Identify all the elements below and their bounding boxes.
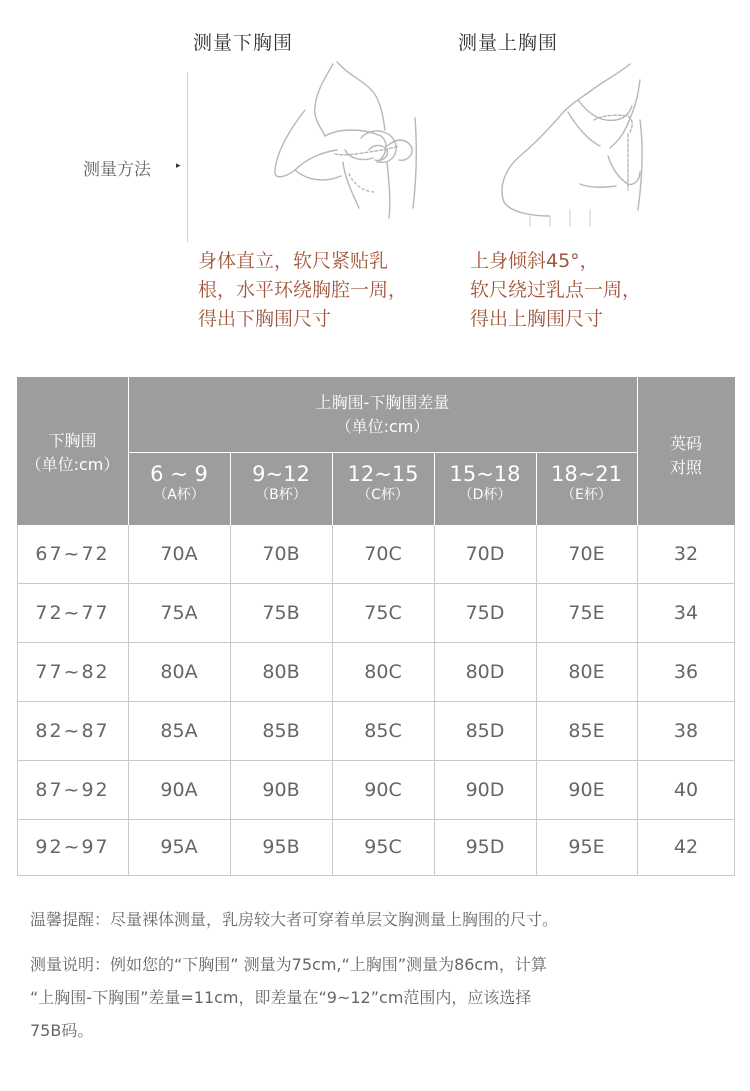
size-cell: 90D [465,778,505,801]
cup-label: （C杯） [357,487,409,503]
over-desc-line-3: 得出上胸围尺寸 [470,308,604,330]
size-cell: 95B [262,836,300,858]
band-header-line-1: 下胸围 [48,431,97,450]
band-cell: 67~72 [35,543,110,565]
over-desc-line-2: 软尺绕过乳点一周， [470,279,642,301]
size-cell: 75A [160,601,198,624]
arrow-right-icon: ▸ [176,161,181,171]
size-cell: 75B [262,601,300,624]
size-cell: 70B [262,543,300,565]
explain-line-2: “上胸围-下胸围”差量=11cm，即差量在“9~12”cm范围内，应该选择 [30,988,532,1007]
under-bust-illustration [265,58,425,226]
uk-size-cell: 40 [673,778,699,801]
cup-label: （B杯） [255,487,307,503]
size-cell: 75E [568,601,605,624]
size-cell: 80D [465,660,505,683]
uk-size-cell: 42 [673,836,699,858]
cup-header-c [332,452,434,525]
uk-size-header [637,377,735,525]
diff-header-line-2: （单位:cm） [335,416,430,436]
cup-range: 6 ~ 9 [150,462,208,486]
band-cell: 77~82 [35,660,110,683]
uk-size-cell: 36 [673,660,699,683]
cup-header-a [128,452,230,525]
size-cell: 70D [465,543,505,565]
cup-label: （E杯） [561,487,612,503]
uk-header-line-1: 英码 [669,434,702,453]
under-desc-line-2: 根，水平环绕胸腔一周， [198,279,408,301]
over-bust-title: 测量上胸围 [458,32,559,54]
cup-header-e [536,452,637,525]
explain-line-1: 测量说明：例如您的“下胸围” 测量为75cm,“上胸围”测量为86cm，计算 [30,955,547,974]
grid-line [17,875,735,876]
size-cell: 70A [160,543,198,565]
size-cell: 80A [160,660,198,683]
under-bust-title: 测量下胸围 [193,32,294,54]
size-cell: 85E [568,719,605,742]
size-cell: 95E [568,836,605,858]
header-divider [230,452,231,525]
cup-label: （A杯） [153,487,205,503]
size-cell: 90B [262,778,300,801]
tip-note: 温馨提醒：尽量裸体测量，乳房较大者可穿着单层文胸测量上胸围的尺寸。 [30,910,559,929]
cup-header-d [434,452,536,525]
size-cell: 95A [160,836,198,858]
band-header [17,377,128,525]
size-cell: 85C [364,719,402,742]
over-desc-line-1: 上身倾斜45°， [470,250,599,272]
cup-header-b [230,452,332,525]
size-cell: 95D [465,836,505,858]
size-cell: 75C [364,601,402,624]
header-divider [536,452,537,525]
cup-range: 18~21 [550,462,623,486]
uk-size-cell: 38 [673,719,699,742]
size-cell: 90C [364,778,402,801]
size-cell: 90A [160,778,198,801]
band-cell: 82~87 [35,719,110,742]
uk-size-cell: 32 [673,543,699,565]
band-cell: 72~77 [35,601,110,624]
size-cell: 95C [364,836,402,858]
size-cell: 70C [364,543,402,565]
size-cell: 80E [568,660,605,683]
over-bust-description [470,247,641,334]
explain-note [30,948,547,1047]
header-divider [434,452,435,525]
size-table [17,377,735,876]
band-header-line-2: （单位:cm） [25,455,120,474]
cup-label: （D杯） [458,487,512,503]
size-cell: 85B [262,719,300,742]
over-bust-illustration [490,60,650,228]
explain-line-3: 75B码。 [30,1021,94,1040]
under-bust-description [198,247,407,334]
header-divider [128,452,637,453]
size-cell: 85D [465,719,505,742]
size-cell: 75D [465,601,505,624]
divider-line [187,72,188,242]
size-cell: 80B [262,660,300,683]
header-divider [332,452,333,525]
size-cell: 70E [568,543,605,565]
band-cell: 87~92 [35,778,110,801]
cup-range: 15~18 [449,462,521,486]
cup-range: 12~15 [347,462,419,486]
band-cell: 92~97 [35,836,110,858]
diff-header-line-1: 上胸围-下胸围差量 [315,392,450,412]
header-divider [128,377,129,525]
under-desc-line-3: 得出下胸围尺寸 [198,308,332,330]
under-desc-line-1: 身体直立，软尺紧贴乳 [198,250,389,272]
uk-header-line-2: 对照 [669,458,702,477]
header-divider [637,377,638,525]
size-cell: 85A [160,719,198,742]
cup-range: 9~12 [252,462,310,486]
size-cell: 80C [364,660,402,683]
diff-header [128,377,637,452]
uk-size-cell: 34 [673,601,699,624]
method-label: 测量方法 [83,160,151,180]
size-cell: 90E [568,778,605,801]
